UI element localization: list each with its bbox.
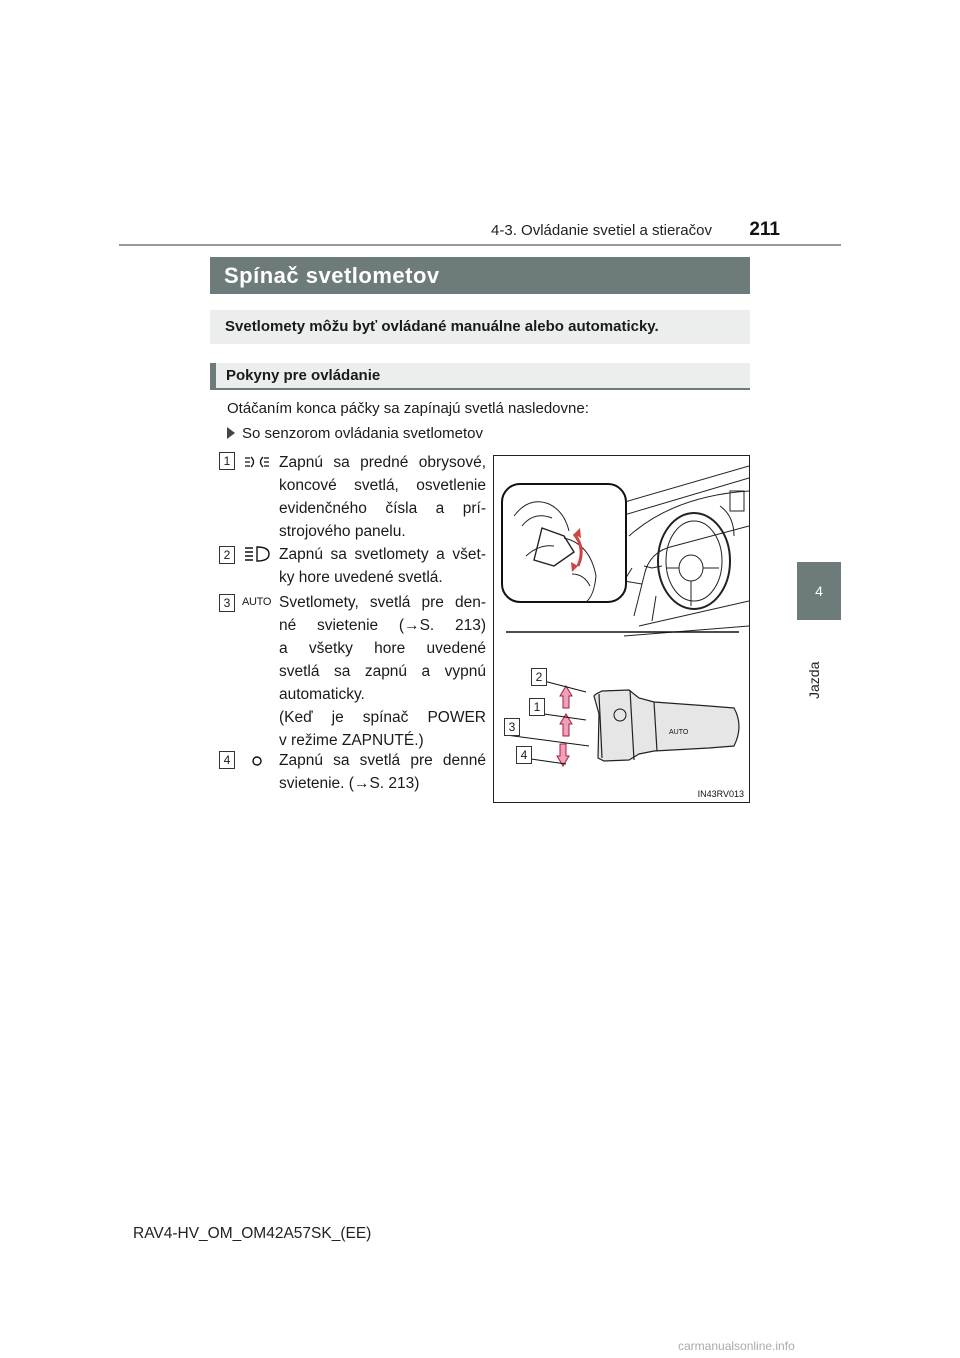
entry-3-line-3: a všetky hore uvedené [279, 640, 486, 657]
page-title: Spínač svetlometov [210, 257, 750, 294]
figure-code: IN43RV013 [697, 789, 744, 799]
side-marker-lights-icon [243, 455, 271, 471]
entry-3-line-4: svetlá sa zapnú a vypnú [279, 663, 486, 680]
chapter-label: Jazda [806, 661, 822, 699]
entry-2-line-1: Zapnú sa svetlomety a všet- [279, 546, 486, 563]
entry-text-2 [279, 543, 486, 589]
section-heading: Pokyny pre ovládanie [210, 363, 750, 390]
running-header-section: 4-3. Ovládanie svetiel a stieračov [491, 222, 712, 239]
entry-text-3 [279, 591, 486, 752]
entry-number-2: 2 [219, 546, 235, 564]
entry-3-line-7: v režime ZAPNUTÉ.) [279, 732, 424, 749]
entry-4-line-2: svietenie. (→S. 213) [279, 775, 420, 792]
entry-3-line-5: automaticky. [279, 686, 365, 703]
entry-3-line-6: (Keď je spínač POWER [279, 709, 486, 726]
watermark[interactable]: carmanualsonline.info [678, 1339, 795, 1353]
entry-3-line-2: né svietenie (→S. 213) [279, 617, 486, 634]
light-switch-illustration [493, 455, 750, 803]
svg-text:AUTO: AUTO [669, 729, 689, 736]
intro-text: Otáčaním konca páčky sa zapínajú svetlá nasledovne: [227, 400, 589, 417]
summary-box: Svetlomety môžu byť ovládané manuálne alebo automaticky. [210, 310, 750, 344]
header-divider [119, 244, 841, 246]
illustration-drawing [494, 456, 750, 803]
entry-text-4 [279, 749, 486, 795]
entry-1-line-1: Zapnú sa predné obrysové, [279, 454, 486, 471]
chapter-tab[interactable] [797, 562, 841, 620]
entry-1-line-2: koncové svetlá, osvetlenie [279, 477, 486, 494]
entry-4-line-1: Zapnú sa svetlá pre denné [279, 752, 486, 769]
entry-number-1: 1 [219, 452, 235, 470]
bullet-text: So senzorom ovládania svetlometov [242, 425, 483, 442]
figure-callout-4: 4 [516, 746, 532, 764]
page-number: 211 [749, 219, 780, 240]
off-circle-icon [251, 755, 263, 767]
auto-mode-icon: AUTO [242, 596, 272, 608]
document-footer: RAV4-HV_OM_OM42A57SK_(EE) [133, 1225, 372, 1242]
figure-callout-3: 3 [504, 718, 520, 736]
figure-callout-1: 1 [529, 698, 545, 716]
headlight-icon [243, 545, 271, 563]
entry-2-line-2: ky hore uvedené svetlá. [279, 569, 443, 586]
chapter-number: 4 [815, 583, 823, 599]
bullet-item [227, 425, 483, 442]
entry-3-line-1: Svetlomety, svetlá pre den- [279, 594, 486, 611]
figure-callout-2: 2 [531, 668, 547, 686]
entry-text-1 [279, 451, 486, 543]
bullet-triangle-icon [227, 427, 235, 439]
entry-1-line-4: strojového panelu. [279, 523, 406, 540]
entry-number-4: 4 [219, 751, 235, 769]
entry-number-3: 3 [219, 594, 235, 612]
entry-1-line-3: evidenčného čísla a prí- [279, 500, 486, 517]
